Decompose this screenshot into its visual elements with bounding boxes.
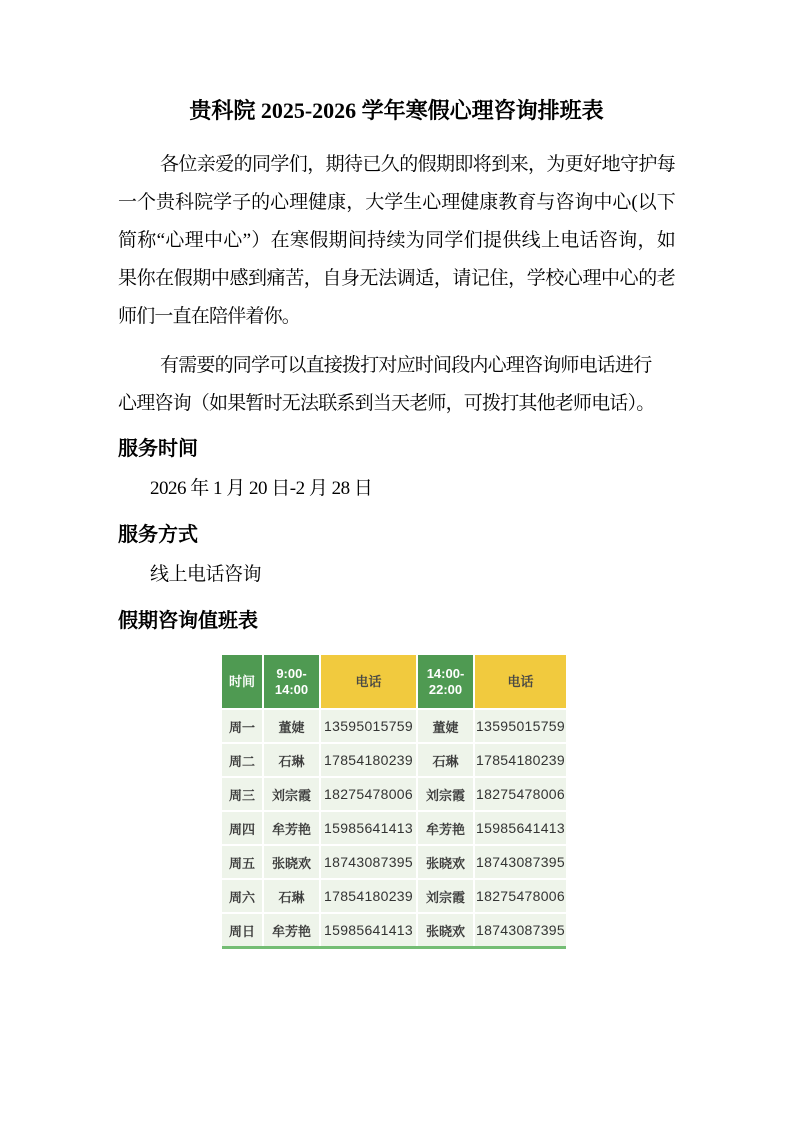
paragraph-line: 果你在假期中感到痛苦，自身无法调适，请记住，学校心理中心的老 xyxy=(118,268,675,289)
service-method-value: 线上电话咨询 xyxy=(150,564,262,585)
counselor-name-cell: 刘宗霞 xyxy=(264,778,319,810)
page-title: 贵科院 2025-2026 学年寒假心理咨询排班表 xyxy=(189,98,604,123)
counselor-name-cell: 张晓欢 xyxy=(264,846,319,878)
phone-number-cell: 18275478006 xyxy=(475,778,566,810)
paragraph-line: 心理咨询（如果暂时无法联系到当天老师，可拨打其他老师电话）。 xyxy=(118,393,655,414)
counselor-name-cell: 牟芳艳 xyxy=(264,812,319,844)
heading-service-time: 服务时间 xyxy=(118,438,198,460)
intro-paragraph xyxy=(118,146,675,336)
phone-number-cell: 13595015759 xyxy=(475,710,566,742)
counselor-name-cell: 刘宗霞 xyxy=(418,778,473,810)
paragraph-line: 师们一直在陪伴着你。 xyxy=(118,306,301,327)
table-row xyxy=(222,744,566,776)
table-row xyxy=(222,778,566,810)
phone-number-cell: 17854180239 xyxy=(321,744,416,776)
phone-number-cell: 15985641413 xyxy=(321,914,416,946)
phone-number-cell: 15985641413 xyxy=(321,812,416,844)
paragraph-line: 有需要的同学可以直接拨打对应时间段内心理咨询师电话进行 xyxy=(160,355,652,376)
counselor-name-cell: 牟芳艳 xyxy=(264,914,319,946)
counselor-name-cell: 石琳 xyxy=(264,744,319,776)
counselor-name-cell: 石琳 xyxy=(418,744,473,776)
weekday-cell: 周一 xyxy=(222,710,262,742)
paragraph-line: 简称“心理中心”）在寒假期间持续为同学们提供线上电话咨询，如 xyxy=(118,230,675,251)
table-header-cell: 14:00-22:00 xyxy=(418,655,473,708)
paragraph-line: 各位亲爱的同学们，期待已久的假期即将到来，为更好地守护每 xyxy=(160,154,675,175)
phone-number-cell: 18743087395 xyxy=(475,914,566,946)
weekday-cell: 周五 xyxy=(222,846,262,878)
paragraph-line: 一个贵科院学子的心理健康，大学生心理健康教育与咨询中心(以下 xyxy=(118,192,675,213)
second-paragraph xyxy=(118,347,675,423)
schedule-table-header-row xyxy=(222,655,566,708)
table-header-cell: 9:00-14:00 xyxy=(264,655,319,708)
table-header-cell: 时间 xyxy=(222,655,262,708)
counselor-name-cell: 张晓欢 xyxy=(418,846,473,878)
table-header-cell: 电话 xyxy=(321,655,416,708)
service-time-value: 2026 年 1 月 20 日-2 月 28 日 xyxy=(150,478,373,499)
table-header-cell: 电话 xyxy=(475,655,566,708)
heading-schedule-table: 假期咨询值班表 xyxy=(118,610,258,632)
phone-number-cell: 17854180239 xyxy=(475,744,566,776)
weekday-cell: 周二 xyxy=(222,744,262,776)
table-row xyxy=(222,812,566,844)
table-row xyxy=(222,914,566,946)
body-text xyxy=(118,146,675,423)
weekday-cell: 周日 xyxy=(222,914,262,946)
weekday-cell: 周四 xyxy=(222,812,262,844)
schedule-table xyxy=(222,655,566,949)
counselor-name-cell: 张晓欢 xyxy=(418,914,473,946)
counselor-name-cell: 董婕 xyxy=(418,710,473,742)
schedule-table-body xyxy=(222,710,566,946)
counselor-name-cell: 董婕 xyxy=(264,710,319,742)
counselor-name-cell: 刘宗霞 xyxy=(418,880,473,912)
phone-number-cell: 18743087395 xyxy=(475,846,566,878)
weekday-cell: 周三 xyxy=(222,778,262,810)
counselor-name-cell: 石琳 xyxy=(264,880,319,912)
phone-number-cell: 18275478006 xyxy=(321,778,416,810)
table-row xyxy=(222,880,566,912)
phone-number-cell: 13595015759 xyxy=(321,710,416,742)
counselor-name-cell: 牟芳艳 xyxy=(418,812,473,844)
phone-number-cell: 18743087395 xyxy=(321,846,416,878)
weekday-cell: 周六 xyxy=(222,880,262,912)
table-row xyxy=(222,710,566,742)
phone-number-cell: 15985641413 xyxy=(475,812,566,844)
heading-service-method: 服务方式 xyxy=(118,524,198,546)
phone-number-cell: 18275478006 xyxy=(475,880,566,912)
phone-number-cell: 17854180239 xyxy=(321,880,416,912)
table-row xyxy=(222,846,566,878)
